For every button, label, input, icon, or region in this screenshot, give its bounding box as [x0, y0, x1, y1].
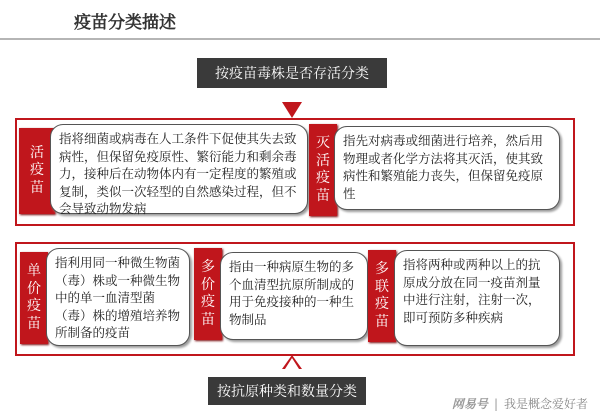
tag-char: 疫 [30, 162, 44, 179]
tag-char: 苗 [316, 187, 330, 204]
category-label-bottom: 按抗原种类和数量分类 [208, 377, 366, 405]
watermark [452, 395, 588, 412]
title-divider [0, 38, 600, 40]
tag-char: 价 [27, 280, 41, 297]
vaccine-type-tag [309, 124, 337, 216]
pointer-arrow-up-inner [285, 358, 299, 369]
tag-char: 单 [27, 263, 41, 279]
tag-char: 苗 [201, 311, 215, 328]
vaccine-type-tag [20, 252, 48, 344]
vaccine-type-tag [368, 250, 396, 342]
tag-char: 价 [201, 276, 215, 293]
page-title: 疫苗分类描述 [74, 13, 176, 33]
tag-char: 疫 [316, 170, 330, 186]
tag-char: 联 [375, 278, 389, 295]
vaccine-description: 指将细菌或病毒在人工条件下促使其失去致病性，但保留免疫原性、繁衍能力和剩余毒力，接种后在动物体内有一定程度的繁殖或复制，类似一次轻型的自然感染过程，但不会导致动物发病 [50, 124, 308, 214]
vaccine-description: 指由一种病原生物的多个血清型抗原所制成的用于免疫接种的一种生物制品 [220, 252, 368, 340]
tag-char: 活 [30, 144, 44, 161]
watermark-separator: | [493, 396, 498, 411]
tag-char: 灭 [316, 135, 330, 151]
category-label-top: 按疫苗毒株是否存活分类 [197, 58, 387, 88]
watermark-text: 我是概念爱好者 [503, 397, 588, 411]
tag-char: 苗 [27, 315, 41, 332]
pointer-arrow-down [282, 102, 302, 118]
watermark-logo: 网易号 [451, 397, 488, 411]
vaccine-type-tag [194, 248, 222, 340]
vaccine-description: 指利用同一种微生物菌（毒）株或一种微生物中的单一血清型菌（毒）株的增殖培养物所制备的疫苗 [46, 248, 190, 346]
tag-char: 苗 [375, 313, 389, 330]
tag-char: 活 [316, 152, 330, 169]
tag-char: 多 [201, 259, 215, 275]
tag-char: 多 [375, 261, 389, 277]
tag-char: 疫 [27, 298, 41, 314]
tag-char: 苗 [30, 179, 44, 196]
tag-char: 疫 [201, 294, 215, 310]
tag-char: 疫 [375, 296, 389, 312]
vaccine-description: 指将两种或两种以上的抗原成分放在同一疫苗剂量中进行注射，注射一次，即可预防多种疾病 [394, 250, 560, 346]
vaccine-description: 指先对病毒或细菌进行培养，然后用物理或者化学方法将其灭活，使其致病性和繁殖能力丧失，但保留免疫原性 [334, 126, 560, 210]
